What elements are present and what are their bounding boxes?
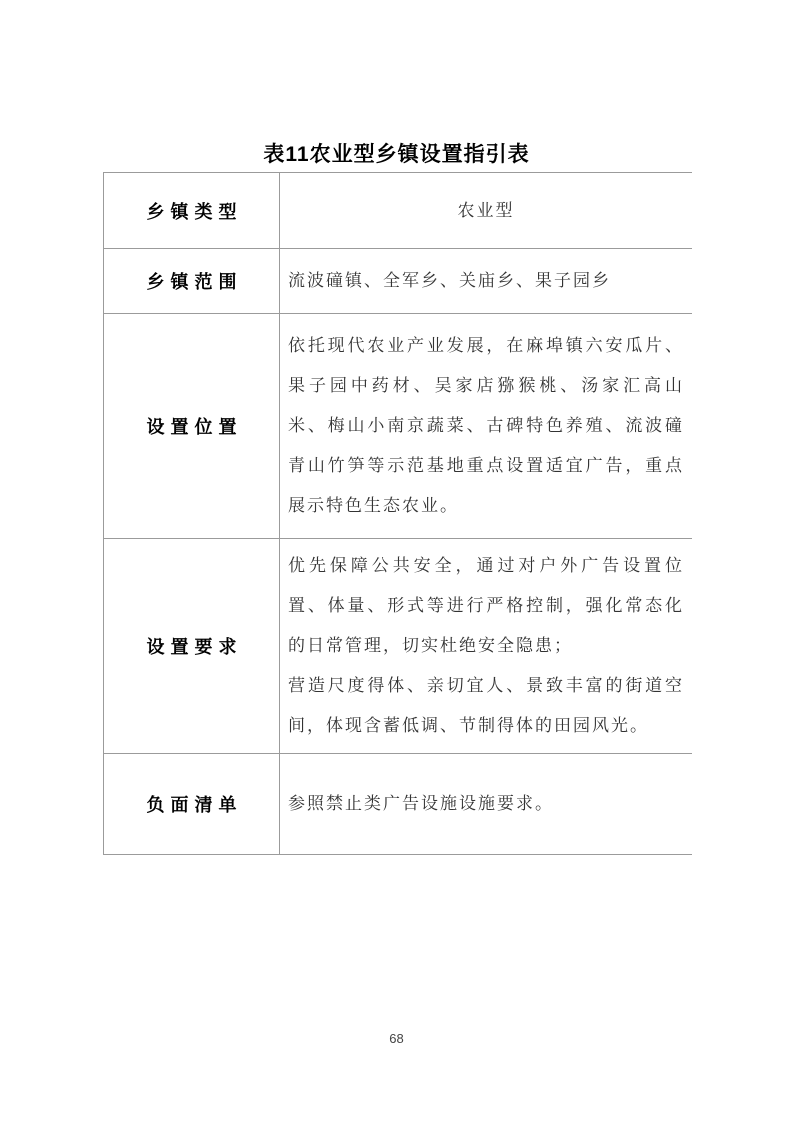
row-content-placement-requirements bbox=[280, 539, 692, 754]
row-label-township-type: 乡镇类型 bbox=[104, 173, 280, 249]
row-label-township-scope: 乡镇范围 bbox=[104, 249, 280, 314]
township-guideline-table bbox=[103, 172, 692, 855]
table-title: 表11农业型乡镇设置指引表 bbox=[263, 143, 530, 166]
township-scope-value: 流波䃥镇、全军乡、关庙乡、果子园乡 bbox=[288, 271, 611, 290]
placement-location-value: 依托现代农业产业发展，在麻埠镇六安瓜片、果子园中药材、吴家店猕猴桃、汤家汇高山米、梅山小南京蔬菜、古碑特色养殖、流波䃥青山竹笋等示范基地重点设置适宜广告，重点展示特色生态农业。 bbox=[288, 336, 684, 515]
row-content-township-scope bbox=[280, 249, 692, 314]
row-content-township-type bbox=[280, 173, 692, 249]
placement-requirements-value bbox=[288, 546, 684, 746]
township-type-value: 农业型 bbox=[457, 200, 515, 220]
row-label-placement-requirements: 设置要求 bbox=[104, 539, 280, 754]
placement-requirements-paragraph-1: 优先保障公共安全，通过对户外广告设置位置、体量、形式等进行严格控制，强化常态化的日常管理，切实杜绝安全隐患； bbox=[288, 556, 684, 655]
row-content-placement-location bbox=[280, 314, 692, 539]
placement-requirements-paragraph-2: 营造尺度得体、亲切宜人、景致丰富的街道空间，体现含蓄低调、节制得体的田园风光。 bbox=[288, 676, 684, 735]
row-label-placement-location: 设置位置 bbox=[104, 314, 280, 539]
row-content-negative-list bbox=[280, 754, 692, 854]
row-label-negative-list: 负面清单 bbox=[104, 754, 280, 854]
page-number: 68 bbox=[389, 1031, 404, 1046]
negative-list-value: 参照禁止类广告设施设施要求。 bbox=[288, 794, 554, 813]
